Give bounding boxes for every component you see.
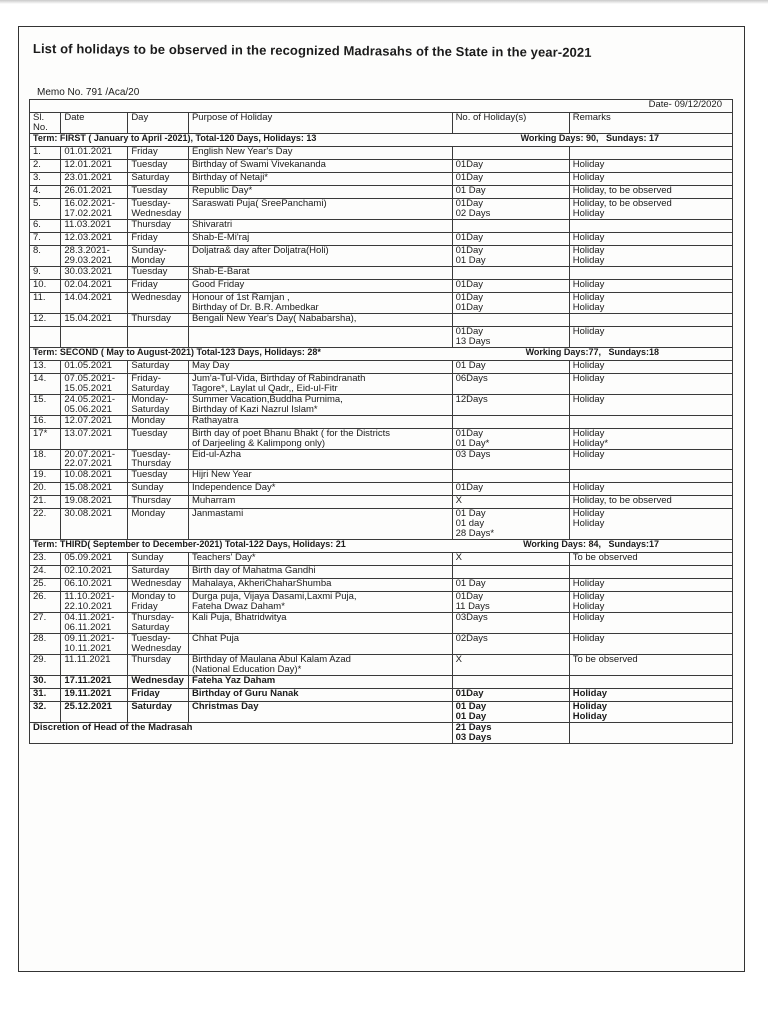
scan-top-edge xyxy=(0,0,768,4)
purpose-cell: Honour of 1st Ramjan , Birthday of Dr. B.R. Ambedkar xyxy=(188,292,452,313)
table-row xyxy=(30,676,733,689)
date-cell: 17.11.2021 xyxy=(61,676,128,689)
purpose-cell: Summer Vacation,Buddha Purnima, Birthday of Kazi Nazrul Islam* xyxy=(188,394,452,415)
day-cell: Wednesday xyxy=(128,579,189,592)
remarks-cell xyxy=(569,676,732,689)
date-cell: 01.05.2021 xyxy=(61,360,128,373)
holiday-count-cell: 01Day 01Day xyxy=(452,292,569,313)
date-cell: 26.01.2021 xyxy=(61,185,128,198)
sl-cell: 28. xyxy=(30,634,61,655)
purpose-cell: Teachers' Day* xyxy=(188,553,452,566)
sl-cell: 31. xyxy=(30,689,61,702)
table-row xyxy=(30,553,733,566)
day-cell: Tuesday xyxy=(128,159,189,172)
table-row xyxy=(30,592,733,613)
remarks-cell: Holiday xyxy=(569,326,732,347)
sl-cell: 1. xyxy=(30,146,61,159)
day-cell: Thursday xyxy=(128,496,189,509)
purpose-cell: Chhat Puja xyxy=(188,634,452,655)
day-cell: Monday to Friday xyxy=(128,592,189,613)
day-cell: Friday xyxy=(128,146,189,159)
sl-cell: 10. xyxy=(30,279,61,292)
purpose-cell: Birthday of Netaji* xyxy=(188,172,452,185)
remarks-cell: Holiday, to be observed xyxy=(569,496,732,509)
sl-cell: 17* xyxy=(30,428,61,449)
day-cell: Monday xyxy=(128,415,189,428)
document-date: Date- 09/12/2020 xyxy=(30,100,733,113)
remarks-cell xyxy=(569,146,732,159)
header-no: No. of Holiday(s) xyxy=(452,113,569,134)
remarks-cell: Holiday xyxy=(569,373,732,394)
date-cell: 25.12.2021 xyxy=(61,702,128,723)
purpose-cell: Independence Day* xyxy=(188,483,452,496)
purpose-cell: Muharram xyxy=(188,496,452,509)
purpose-cell: Christmas Day xyxy=(188,702,452,723)
sl-cell: 23. xyxy=(30,553,61,566)
holiday-count-cell: 01 Day xyxy=(452,360,569,373)
holiday-count-cell: 02Days xyxy=(452,634,569,655)
purpose-cell: Durga puja, Vijaya Dasami,Laxmi Puja, Fateha Dwaz Daham* xyxy=(188,592,452,613)
day-cell: Saturday xyxy=(128,360,189,373)
date-row xyxy=(30,100,733,113)
remarks-cell: Holiday xyxy=(569,394,732,415)
day-cell: Tuesday xyxy=(128,428,189,449)
date-cell: 11.10.2021- 22.10.2021 xyxy=(61,592,128,613)
purpose-cell: Republic Day* xyxy=(188,185,452,198)
sl-cell: 8. xyxy=(30,245,61,266)
remarks-cell xyxy=(569,415,732,428)
holiday-count-cell xyxy=(452,146,569,159)
sl-cell: 12. xyxy=(30,313,61,326)
holiday-count-cell: 01Day xyxy=(452,232,569,245)
date-cell: 15.04.2021 xyxy=(61,313,128,326)
remarks-cell: Holiday Holiday* xyxy=(569,428,732,449)
day-cell: Sunday- Monday xyxy=(128,245,189,266)
purpose-cell: Rathayatra xyxy=(188,415,452,428)
remarks-cell: Holiday xyxy=(569,232,732,245)
purpose-cell: Shab-E-Mi'raj xyxy=(188,232,452,245)
date-cell: 11.03.2021 xyxy=(61,219,128,232)
remarks-cell: Holiday xyxy=(569,159,732,172)
purpose-cell: Doljatra& day after Doljatra(Holi) xyxy=(188,245,452,266)
date-cell: 10.08.2021 xyxy=(61,470,128,483)
sl-cell: 15. xyxy=(30,394,61,415)
remarks-cell: To be observed xyxy=(569,553,732,566)
day-cell: Tuesday xyxy=(128,185,189,198)
term-working-days: Working Days:77, xyxy=(525,347,601,357)
remarks-cell: Holiday Holiday xyxy=(569,292,732,313)
table-row xyxy=(30,702,733,723)
day-cell: Thursday xyxy=(128,313,189,326)
holiday-count-cell: 03Days xyxy=(452,613,569,634)
sl-cell: 19. xyxy=(30,470,61,483)
header-sl: Sl. No. xyxy=(30,113,61,134)
holiday-count-cell: 01 Day xyxy=(452,579,569,592)
purpose-cell: Fateha Yaz Daham xyxy=(188,676,452,689)
holiday-count-cell: 01 Day 01 Day xyxy=(452,702,569,723)
remarks-cell: Holiday xyxy=(569,634,732,655)
term-heading: Term: FIRST ( January to April -2021), Total-120 Days, Holidays: 13 xyxy=(33,133,317,143)
day-cell: Thursday xyxy=(128,655,189,676)
remarks-cell: Holiday xyxy=(569,360,732,373)
day-cell xyxy=(128,326,189,347)
holiday-count-cell: X xyxy=(452,655,569,676)
remarks-cell: Holiday Holiday xyxy=(569,592,732,613)
purpose-cell: Birth day of poet Bhanu Bhakt ( for the Districts of Darjeeling & Kalimpong only) xyxy=(188,428,452,449)
holiday-count-cell: 01Day xyxy=(452,172,569,185)
sl-cell: 21. xyxy=(30,496,61,509)
date-cell: 11.11.2021 xyxy=(61,655,128,676)
sl-cell: 3. xyxy=(30,172,61,185)
day-cell: Sunday xyxy=(128,483,189,496)
purpose-cell: Birthday of Maulana Abul Kalam Azad (National Education Day)* xyxy=(188,655,452,676)
day-cell: Wednesday xyxy=(128,292,189,313)
purpose-cell: English New Year's Day xyxy=(188,146,452,159)
table-row xyxy=(30,634,733,655)
holiday-count-cell xyxy=(452,566,569,579)
holiday-count-cell: 01Day xyxy=(452,483,569,496)
table-row xyxy=(30,292,733,313)
table-row xyxy=(30,428,733,449)
holiday-count-cell: X xyxy=(452,496,569,509)
table-row xyxy=(30,185,733,198)
purpose-cell: May Day xyxy=(188,360,452,373)
sl-cell: 4. xyxy=(30,185,61,198)
date-cell: 13.07.2021 xyxy=(61,428,128,449)
purpose-cell: Janmastami xyxy=(188,509,452,540)
remarks-cell: To be observed xyxy=(569,655,732,676)
sl-cell: 9. xyxy=(30,266,61,279)
date-cell: 06.10.2021 xyxy=(61,579,128,592)
purpose-cell: Mahalaya, AkheriChaharShumba xyxy=(188,579,452,592)
sl-cell: 29. xyxy=(30,655,61,676)
date-cell: 20.07.2021- 22.07.2021 xyxy=(61,449,128,470)
term-sundays: Sundays:18 xyxy=(608,347,659,357)
table-row xyxy=(30,360,733,373)
remarks-cell: Holiday xyxy=(569,483,732,496)
table-row xyxy=(30,279,733,292)
header-purpose: Purpose of Holiday xyxy=(188,113,452,134)
day-cell: Tuesday- Thursday xyxy=(128,449,189,470)
purpose-cell: Bengali New Year's Day( Nababarsha), xyxy=(188,313,452,326)
table-row xyxy=(30,483,733,496)
sl-cell: 20. xyxy=(30,483,61,496)
table-row xyxy=(30,449,733,470)
term-sundays: Sundays:17 xyxy=(608,539,659,550)
day-cell: Monday xyxy=(128,509,189,540)
sl-cell: 30. xyxy=(30,676,61,689)
day-cell: Saturday xyxy=(128,566,189,579)
date-cell: 19.08.2021 xyxy=(61,496,128,509)
holiday-count-cell xyxy=(452,266,569,279)
document-title: List of holidays to be observed in the recognized Madrasahs of the State in the year-2021 xyxy=(32,41,592,60)
holiday-table xyxy=(29,99,733,744)
holiday-count-cell: 01 Day xyxy=(452,185,569,198)
date-cell xyxy=(61,326,128,347)
table-row xyxy=(30,689,733,702)
date-cell: 01.01.2021 xyxy=(61,146,128,159)
date-cell: 24.05.2021- 05.06.2021 xyxy=(61,394,128,415)
date-cell: 28.3.2021- 29.03.2021 xyxy=(61,245,128,266)
holiday-count-cell: 01Day 01 Day* xyxy=(452,428,569,449)
table-row xyxy=(30,496,733,509)
sl-cell: 26. xyxy=(30,592,61,613)
holiday-count-cell: 01 Day 01 day 28 Days* xyxy=(452,509,569,540)
date-cell: 12.01.2021 xyxy=(61,159,128,172)
remarks-cell: Holiday xyxy=(569,689,732,702)
date-cell: 09.11.2021- 10.11.2021 xyxy=(61,634,128,655)
term-heading: Term: THIRD( September to December-2021) Total-122 Days, Holidays: 21 xyxy=(33,539,346,550)
holiday-count-cell: 03 Days xyxy=(452,449,569,470)
remarks-cell xyxy=(569,266,732,279)
footer-label: Discretion of Head of the Madrasah xyxy=(30,723,453,744)
remarks-cell: Holiday Holiday xyxy=(569,509,732,540)
table-row xyxy=(30,373,733,394)
purpose-cell: Birth day of Mahatma Gandhi xyxy=(188,566,452,579)
table-row xyxy=(30,509,733,540)
day-cell: Friday xyxy=(128,279,189,292)
date-cell: 23.01.2021 xyxy=(61,172,128,185)
date-cell: 02.04.2021 xyxy=(61,279,128,292)
table-row xyxy=(30,198,733,219)
table-row xyxy=(30,313,733,326)
remarks-cell: Holiday Holiday xyxy=(569,702,732,723)
day-cell: Thursday xyxy=(128,219,189,232)
date-cell: 19.11.2021 xyxy=(61,689,128,702)
day-cell: Friday xyxy=(128,232,189,245)
term-working-days: Working Days: 90, xyxy=(520,133,599,143)
table-row xyxy=(30,326,733,347)
holiday-count-cell: 01Day 11 Days xyxy=(452,592,569,613)
holiday-count-cell xyxy=(452,313,569,326)
term-sundays: Sundays: 17 xyxy=(605,133,659,143)
date-cell: 30.03.2021 xyxy=(61,266,128,279)
holiday-count-cell xyxy=(452,470,569,483)
date-cell: 05.09.2021 xyxy=(61,553,128,566)
header-day: Day xyxy=(128,113,189,134)
purpose-cell: Shab-E-Barat xyxy=(188,266,452,279)
table-row xyxy=(30,655,733,676)
date-cell: 07.05.2021- 15.05.2021 xyxy=(61,373,128,394)
remarks-cell: Holiday xyxy=(569,172,732,185)
header-remarks: Remarks xyxy=(569,113,732,134)
purpose-cell: Good Friday xyxy=(188,279,452,292)
sl-cell: 32. xyxy=(30,702,61,723)
sl-cell: 16. xyxy=(30,415,61,428)
sl-cell: 5. xyxy=(30,198,61,219)
remarks-cell xyxy=(569,470,732,483)
remarks-cell: Holiday xyxy=(569,613,732,634)
footer-remarks xyxy=(569,723,732,744)
day-cell: Saturday xyxy=(128,702,189,723)
remarks-cell: Holiday, to be observed xyxy=(569,185,732,198)
day-cell: Friday- Saturday xyxy=(128,373,189,394)
table-row xyxy=(30,394,733,415)
purpose-cell: Saraswati Puja( SreePanchami) xyxy=(188,198,452,219)
holiday-count-cell: 01Day 02 Days xyxy=(452,198,569,219)
holiday-count-cell xyxy=(452,219,569,232)
holiday-count-cell: 06Days xyxy=(452,373,569,394)
date-cell: 30.08.2021 xyxy=(61,509,128,540)
holiday-count-cell: 01Day xyxy=(452,159,569,172)
purpose-cell: Jum'a-Tul-Vida, Birthday of Rabindranath Tagore*, Laylat ul Qadr,, Eid-ul-Fitr xyxy=(188,373,452,394)
sl-cell xyxy=(30,326,61,347)
table-row xyxy=(30,266,733,279)
remarks-cell: Holiday xyxy=(569,279,732,292)
remarks-cell: Holiday xyxy=(569,579,732,592)
header-date: Date xyxy=(61,113,128,134)
table-row xyxy=(30,579,733,592)
sl-cell: 22. xyxy=(30,509,61,540)
table-row xyxy=(30,219,733,232)
day-cell: Friday xyxy=(128,689,189,702)
day-cell: Wednesday xyxy=(128,676,189,689)
day-cell: Tuesday- Wednesday xyxy=(128,198,189,219)
sl-cell: 25. xyxy=(30,579,61,592)
table-row xyxy=(30,245,733,266)
term-heading: Term: SECOND ( May to August-2021) Total-123 Days, Holidays: 28* xyxy=(33,347,321,357)
holiday-count-cell xyxy=(452,676,569,689)
table-row xyxy=(30,146,733,159)
date-cell: 02.10.2021 xyxy=(61,566,128,579)
day-cell: Tuesday xyxy=(128,266,189,279)
sl-cell: 11. xyxy=(30,292,61,313)
sl-cell: 7. xyxy=(30,232,61,245)
sl-cell: 6. xyxy=(30,219,61,232)
table-row xyxy=(30,613,733,634)
remarks-cell xyxy=(569,219,732,232)
holiday-count-cell: 01Day 13 Days xyxy=(452,326,569,347)
sl-cell: 24. xyxy=(30,566,61,579)
date-cell: 14.04.2021 xyxy=(61,292,128,313)
remarks-cell: Holiday Holiday xyxy=(569,245,732,266)
day-cell: Sunday xyxy=(128,553,189,566)
day-cell: Monday- Saturday xyxy=(128,394,189,415)
purpose-cell xyxy=(188,326,452,347)
term-heading-row xyxy=(30,347,733,360)
sl-cell: 18. xyxy=(30,449,61,470)
purpose-cell: Birthday of Swami Vivekananda xyxy=(188,159,452,172)
sl-cell: 14. xyxy=(30,373,61,394)
holiday-count-cell: 12Days xyxy=(452,394,569,415)
holiday-count-cell: 01Day 01 Day xyxy=(452,245,569,266)
purpose-cell: Shivaratri xyxy=(188,219,452,232)
date-cell: 12.03.2021 xyxy=(61,232,128,245)
date-cell: 12.07.2021 xyxy=(61,415,128,428)
holiday-list-document xyxy=(18,26,745,972)
purpose-cell: Eid-ul-Azha xyxy=(188,449,452,470)
remarks-cell: Holiday, to be observed Holiday xyxy=(569,198,732,219)
table-row xyxy=(30,232,733,245)
purpose-cell: Birthday of Guru Nanak xyxy=(188,689,452,702)
footer-holiday-count: 21 Days 03 Days xyxy=(452,723,569,744)
sl-cell: 27. xyxy=(30,613,61,634)
memo-number: Memo No. 791 /Aca/20 xyxy=(37,87,140,98)
header-row xyxy=(30,113,733,134)
sl-cell: 2. xyxy=(30,159,61,172)
day-cell: Saturday xyxy=(128,172,189,185)
sl-cell: 13. xyxy=(30,360,61,373)
day-cell: Thursday- Saturday xyxy=(128,613,189,634)
holiday-count-cell xyxy=(452,415,569,428)
holiday-count-cell: X xyxy=(452,553,569,566)
day-cell: Tuesday xyxy=(128,470,189,483)
table-row xyxy=(30,415,733,428)
table-row xyxy=(30,470,733,483)
remarks-cell: Holiday xyxy=(569,449,732,470)
date-cell: 04.11.2021- 06.11.2021 xyxy=(61,613,128,634)
purpose-cell: Hijri New Year xyxy=(188,470,452,483)
purpose-cell: Kali Puja, Bhatridwitya xyxy=(188,613,452,634)
term-working-days: Working Days: 84, xyxy=(523,539,601,550)
table-row xyxy=(30,566,733,579)
date-cell: 15.08.2021 xyxy=(61,483,128,496)
holiday-count-cell: 01Day xyxy=(452,689,569,702)
remarks-cell xyxy=(569,313,732,326)
footer-row xyxy=(30,723,733,744)
term-heading-row xyxy=(30,133,733,146)
day-cell: Tuesday- Wednesday xyxy=(128,634,189,655)
remarks-cell xyxy=(569,566,732,579)
table-row xyxy=(30,172,733,185)
date-cell: 16.02.2021- 17.02.2021 xyxy=(61,198,128,219)
table-row xyxy=(30,159,733,172)
holiday-count-cell: 01Day xyxy=(452,279,569,292)
term-heading-row xyxy=(30,540,733,553)
